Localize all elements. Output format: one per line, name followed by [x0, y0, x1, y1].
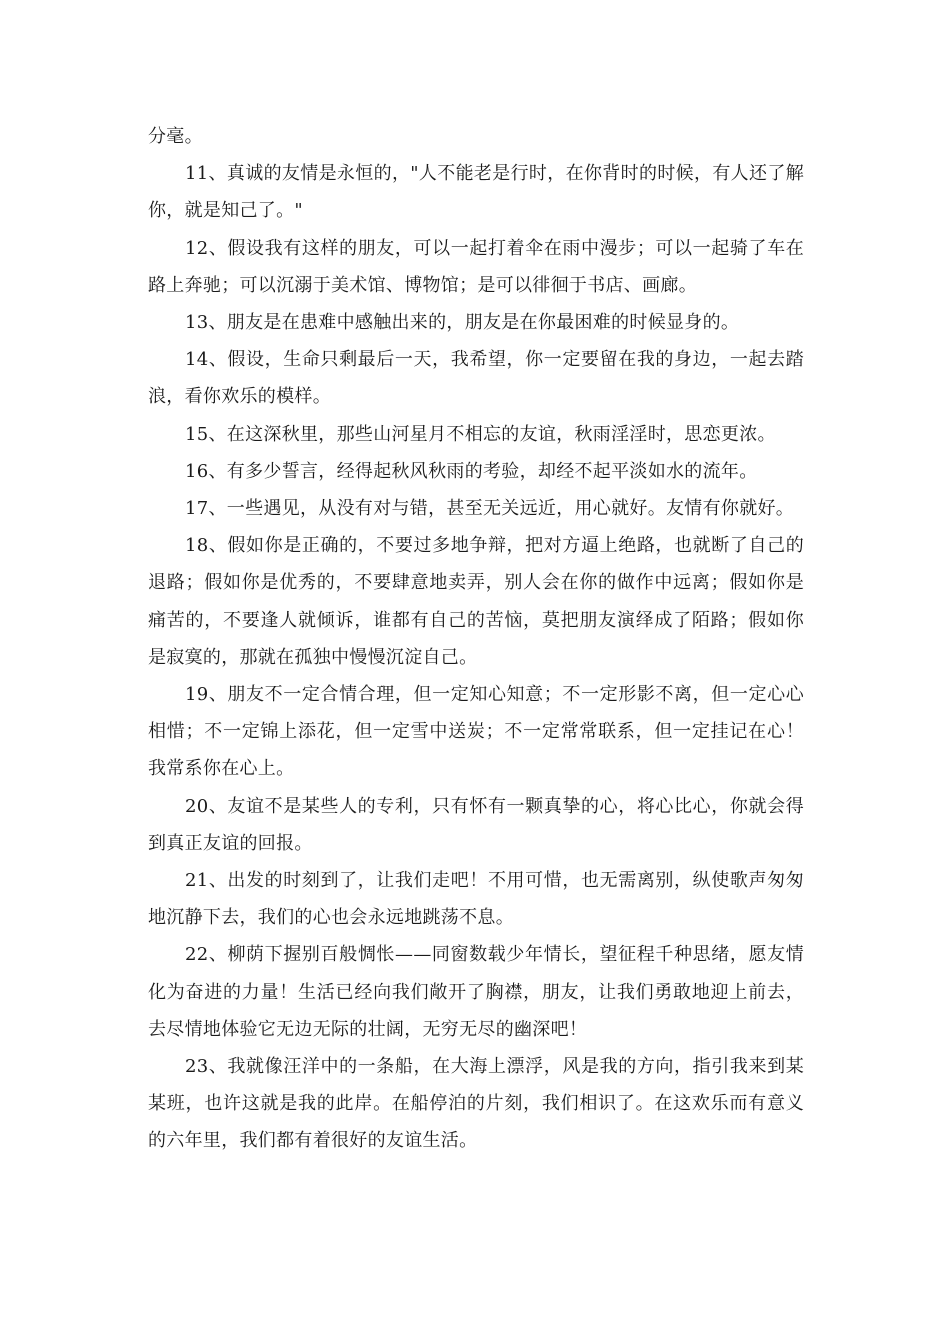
paragraph-item-15: 15、在这深秋里，那些山河星月不相忘的友谊，秋雨淫淫时，思恋更浓。 — [185, 423, 776, 445]
paragraph-item-11: 11、真诚的友情是永恒的，"人不能老是行时，在你背时的时候，有人还了解你，就是知己了。" — [148, 163, 804, 222]
paragraph-item-13: 13、朋友是在患难中感触出来的，朋友是在你最困难的时候显身的。 — [185, 312, 740, 334]
paragraph-item-14: 14、假设，生命只剩最后一天，我希望，你一定要留在我的身边，一起去踏浪，看你欢乐的模样。 — [148, 349, 804, 408]
paragraph-item-20: 20、友谊不是某些人的专利，只有怀有一颗真挚的心，将心比心，你就会得到真正友谊的回报。 — [148, 795, 804, 854]
paragraph-item-18: 18、假如你是正确的，不要过多地争辩，把对方逼上绝路，也就断了自己的退路；假如你是优秀的，不要肆意地卖弄，别人会在你的做作中远离；假如你是痛苦的，不要逢人就倾诉，谁都有自己的苦恼，莫把朋友演绎成了陌路；假如你是寂寞的，那就在孤独中慢慢沉淀自己。 — [148, 535, 804, 668]
document-body — [148, 118, 804, 1160]
paragraph-item-12: 12、假设我有这样的朋友，可以一起打着伞在雨中漫步；可以一起骑了车在路上奔驰；可以沉溺于美术馆、博物馆；是可以徘徊于书店、画廊。 — [148, 237, 804, 296]
paragraph-item-23: 23、我就像汪洋中的一条船，在大海上漂浮，风是我的方向，指引我来到某某班，也许这就是我的此岸。在船停泊的片刻，我们相识了。在这欢乐而有意义的六年里，我们都有着很好的友谊生活。 — [148, 1056, 804, 1152]
paragraph-item-19: 19、朋友不一定合情合理，但一定知心知意；不一定形影不离，但一定心心相惜；不一定锦上添花，但一定雪中送炭；不一定常常联系，但一定挂记在心！我常系你在心上。 — [148, 684, 804, 780]
paragraph-item-21: 21、出发的时刻到了，让我们走吧！不用可惜，也无需离别，纵使歌声匆匆地沉静下去，我们的心也会永远地跳荡不息。 — [148, 870, 804, 929]
paragraph-item-16: 16、有多少誓言，经得起秋风秋雨的考验，却经不起平淡如水的流年。 — [185, 460, 758, 482]
paragraph-item-17: 17、一些遇见，从没有对与错，甚至无关远近，用心就好。友情有你就好。 — [185, 498, 795, 520]
paragraph-continuation: 分毫。 — [148, 126, 203, 147]
paragraph-item-22: 22、柳荫下握别百般惆怅——同窗数载少年情长，望征程千种思绪，愿友情化为奋进的力量！生活已经向我们敞开了胸襟，朋友，让我们勇敢地迎上前去，去尽情地体验它无边无际的壮阔，无穷无尽的幽深吧！ — [148, 944, 804, 1040]
